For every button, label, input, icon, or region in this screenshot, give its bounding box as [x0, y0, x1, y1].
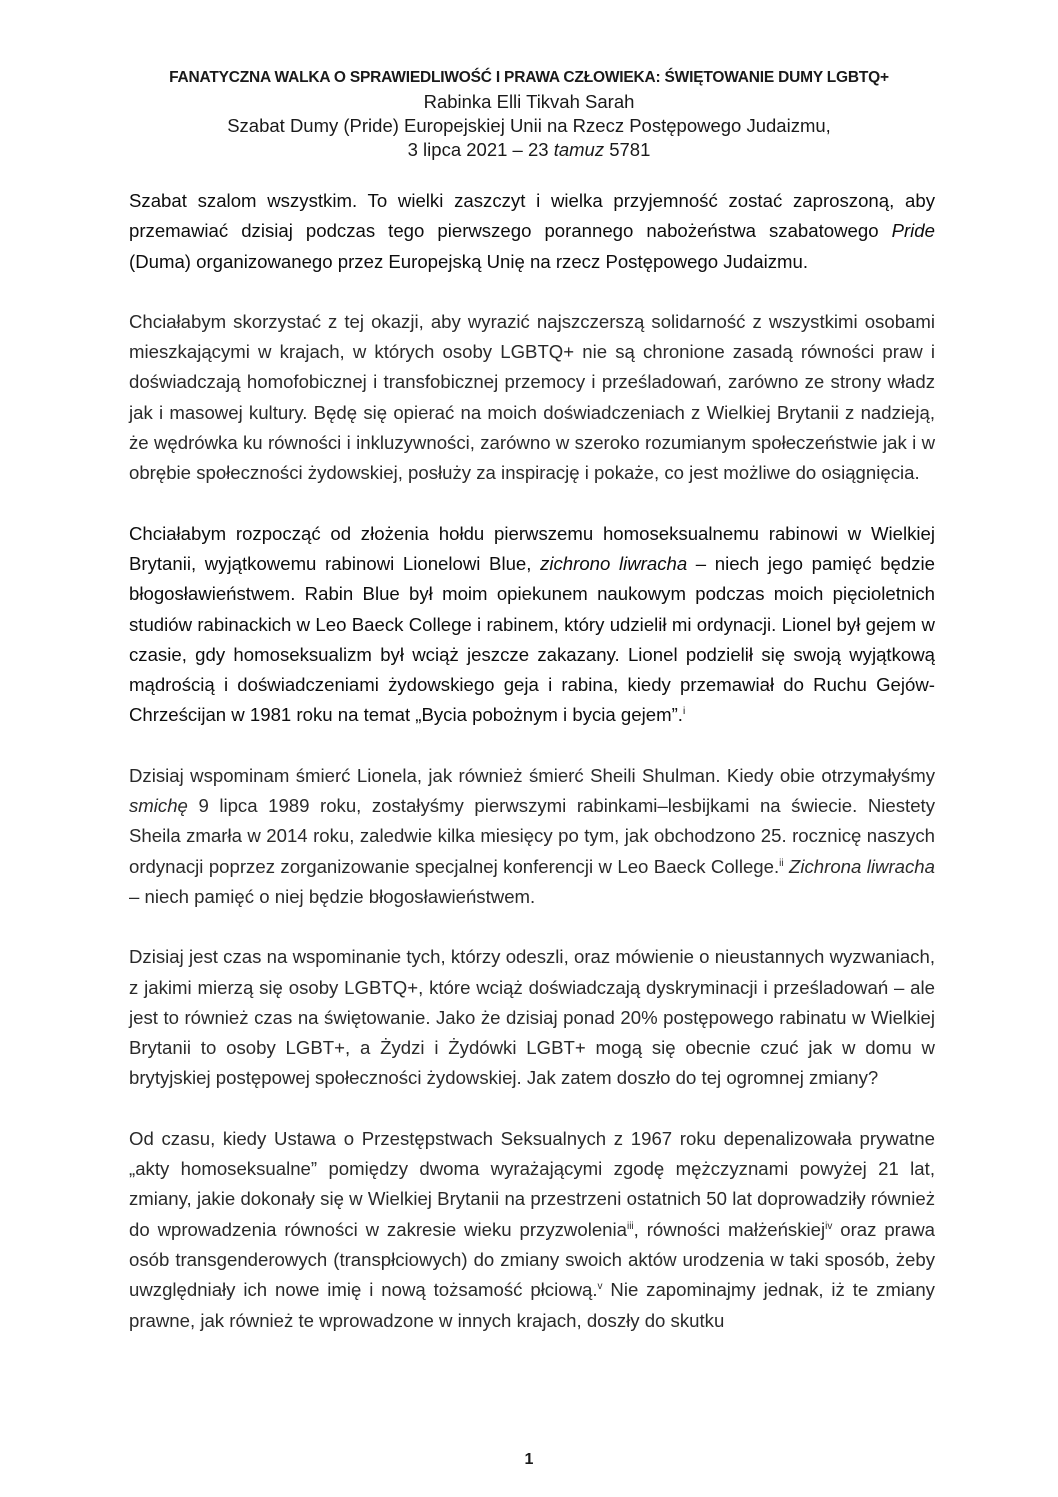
date-year: 5781: [604, 139, 651, 160]
paragraph-1-text-a: Szabat szalom wszystkim. To wielki zaszczyt i wielka przyjemność zostać zaproszoną, aby przemawiać dzisiaj podczas tego pierwszego porannego nabożeństwa szabatowego: [129, 190, 935, 242]
paragraph-6-text-a: Od czasu, kiedy Ustawa o Przestępstwach Seksualnych z 1967 roku depenalizowała prywatne „akty homoseksualne” pomiędzy dwoma wyrażającymi zgodę mężczyznami powyżej 21 lat, zmiany, jakie dokonały się w Wielkiej Brytanii na przestrzeni ostatnich 50 lat doprowadziły również do wprowadzenia równości w zakresie wieku przyzwolenia: [129, 1127, 935, 1240]
date-prefix: 3 lipca 2021 – 23: [407, 139, 554, 160]
date-month: tamuz: [553, 139, 605, 160]
footnote-ref-ii[interactable]: ii: [779, 857, 784, 869]
footnote-ref-v[interactable]: v: [597, 1281, 603, 1293]
paragraph-3-text-a: Chciałabym rozpocząć od złożenia hołdu pierwszemu homoseksualnemu rabinowi w Wielkiej Brytanii, wyjątkowemu rabinowi Lionelowi Blue,: [129, 522, 935, 574]
author-line: Rabinka Elli Tikvah Sarah: [423, 91, 635, 112]
paragraph-3-text-b: – niech jego pamięć będzie błogosławieństwem. Rabin Blue był moim opiekunem naukowym podczas moich pięcioletnich studiów rabinackich w Leo Baeck College i rabinem, który udzielił mi ordynacji. Lionel był gejem w czasie, gdy homoseksualizm był wciąż jeszcze zakazany. Lionel podzielił się swoją wyjątkową mądrością i doświadczeniami żydowskiego geja i rabina, kiedy przemawiał do Ruchu Gejów-Chrześcijan w 1981 roku na temat „Bycia pobożnym i bycia gejem”.: [129, 552, 935, 726]
paragraph-4-text-b: 9 lipca 1989 roku, zostałyśmy pierwszymi rabinkami–lesbijkami na świecie. Niestety Sheila zmarła w 2014 roku, zaledwie kilka miesięcy po tym, jak obchodzono 25. rocznicę naszych ordynacji poprzez zorganizowanie specjalnej konferencji w Leo Baeck College.: [129, 795, 935, 877]
paragraph-6-text-c: oraz prawa osób transgenderowych (transpłciowych) do zmiany swoich aktów urodzenia w taki sposób, żeby uwzględniały ich nowe imię i nową tożsamość płciową.: [129, 1218, 935, 1301]
event-line: Szabat Dumy (Pride) Europejskiej Unii na Rzecz Postępowego Judaizmu,: [227, 115, 831, 136]
document-title: FANATYCZNA WALKA O SPRAWIEDLIWOŚĆ I PRAWA CZŁOWIEKA: ŚWIĘTOWANIE DUMY LGBTQ+: [169, 69, 889, 86]
date-line: [100, 138, 958, 162]
paragraph-4-emphasis: smichę: [129, 795, 188, 817]
footnote-ref-i[interactable]: i: [682, 706, 686, 718]
paragraph-3-emphasis: zichrono liwracha: [540, 552, 688, 574]
paragraph-1: [129, 186, 935, 277]
paragraph-6: [129, 1124, 935, 1336]
paragraph-4-text-c: – niech pamięć o niej będzie błogosławieństwem.: [129, 885, 536, 907]
paragraph-4-emphasis-2: Zichrona liwracha: [783, 855, 935, 877]
page-number: 1: [524, 1451, 534, 1468]
paragraph-1-text-b: (Duma) organizowanego przez Europejską Unię na rzecz Postępowego Judaizmu.: [129, 250, 809, 272]
footnote-ref-iv[interactable]: iv: [825, 1220, 833, 1232]
paragraph-2: [129, 307, 935, 489]
document-body: [129, 186, 935, 1366]
footnote-ref-iii[interactable]: iii: [626, 1220, 634, 1232]
paragraph-6-text-d: Nie zapominajmy jednak, iż te zmiany prawne, jak również te wprowadzone w innych krajach, doszły do skutku: [129, 1279, 935, 1331]
paragraph-2-text: Chciałabym skorzystać z tej okazji, aby wyrazić najszczerszą solidarność z wszystkimi osobami mieszkającymi w krajach, w których osoby LGBTQ+ nie są chronione zasadą równości praw i doświadczają homofobicznej i transfobicznej przemocy i prześladowań, zarówno ze strony władz jak i masowej kultury. Będę się opierać na moich doświadczeniach z Wielkiej Brytanii z nadzieją, że wędrówka ku równości i inkluzywności, zarówno w szeroko rozumianym społeczeństwie jak i w obrębie społeczności żydowskiej, posłuży za inspirację i pokaże, co jest możliwe do osiągnięcia.: [129, 310, 935, 484]
paragraph-1-emphasis: Pride: [891, 220, 935, 242]
paragraph-5: [129, 942, 935, 1093]
paragraph-4: [129, 761, 935, 912]
paragraph-5-text: Dzisiaj jest czas na wspominanie tych, którzy odeszli, oraz mówienie o nieustannych wyzwaniach, z jakimi mierzą się osoby LGBTQ+, które wciąż doświadczają dyskryminacji i prześladowań – ale jest to również czas na świętowanie. Jako że dzisiaj ponad 20% postępowego rabinatu w Wielkiej Brytanii to osoby LGBT+, a Żydzi i Żydówki LGBT+ mogą się obecnie czuć jak w domu w brytyjskiej postępowej społeczności żydowskiej. Jak zatem doszło do tej ogromnej zmiany?: [129, 946, 935, 1089]
document-header: [100, 66, 958, 162]
paragraph-3: [129, 519, 935, 731]
paragraph-6-text-b: , równości małżeńskiej: [633, 1218, 826, 1240]
paragraph-4-text-a: Dzisiaj wspominam śmierć Lionela, jak również śmierć Sheili Shulman. Kiedy obie otrzymałyśmy: [129, 764, 935, 786]
